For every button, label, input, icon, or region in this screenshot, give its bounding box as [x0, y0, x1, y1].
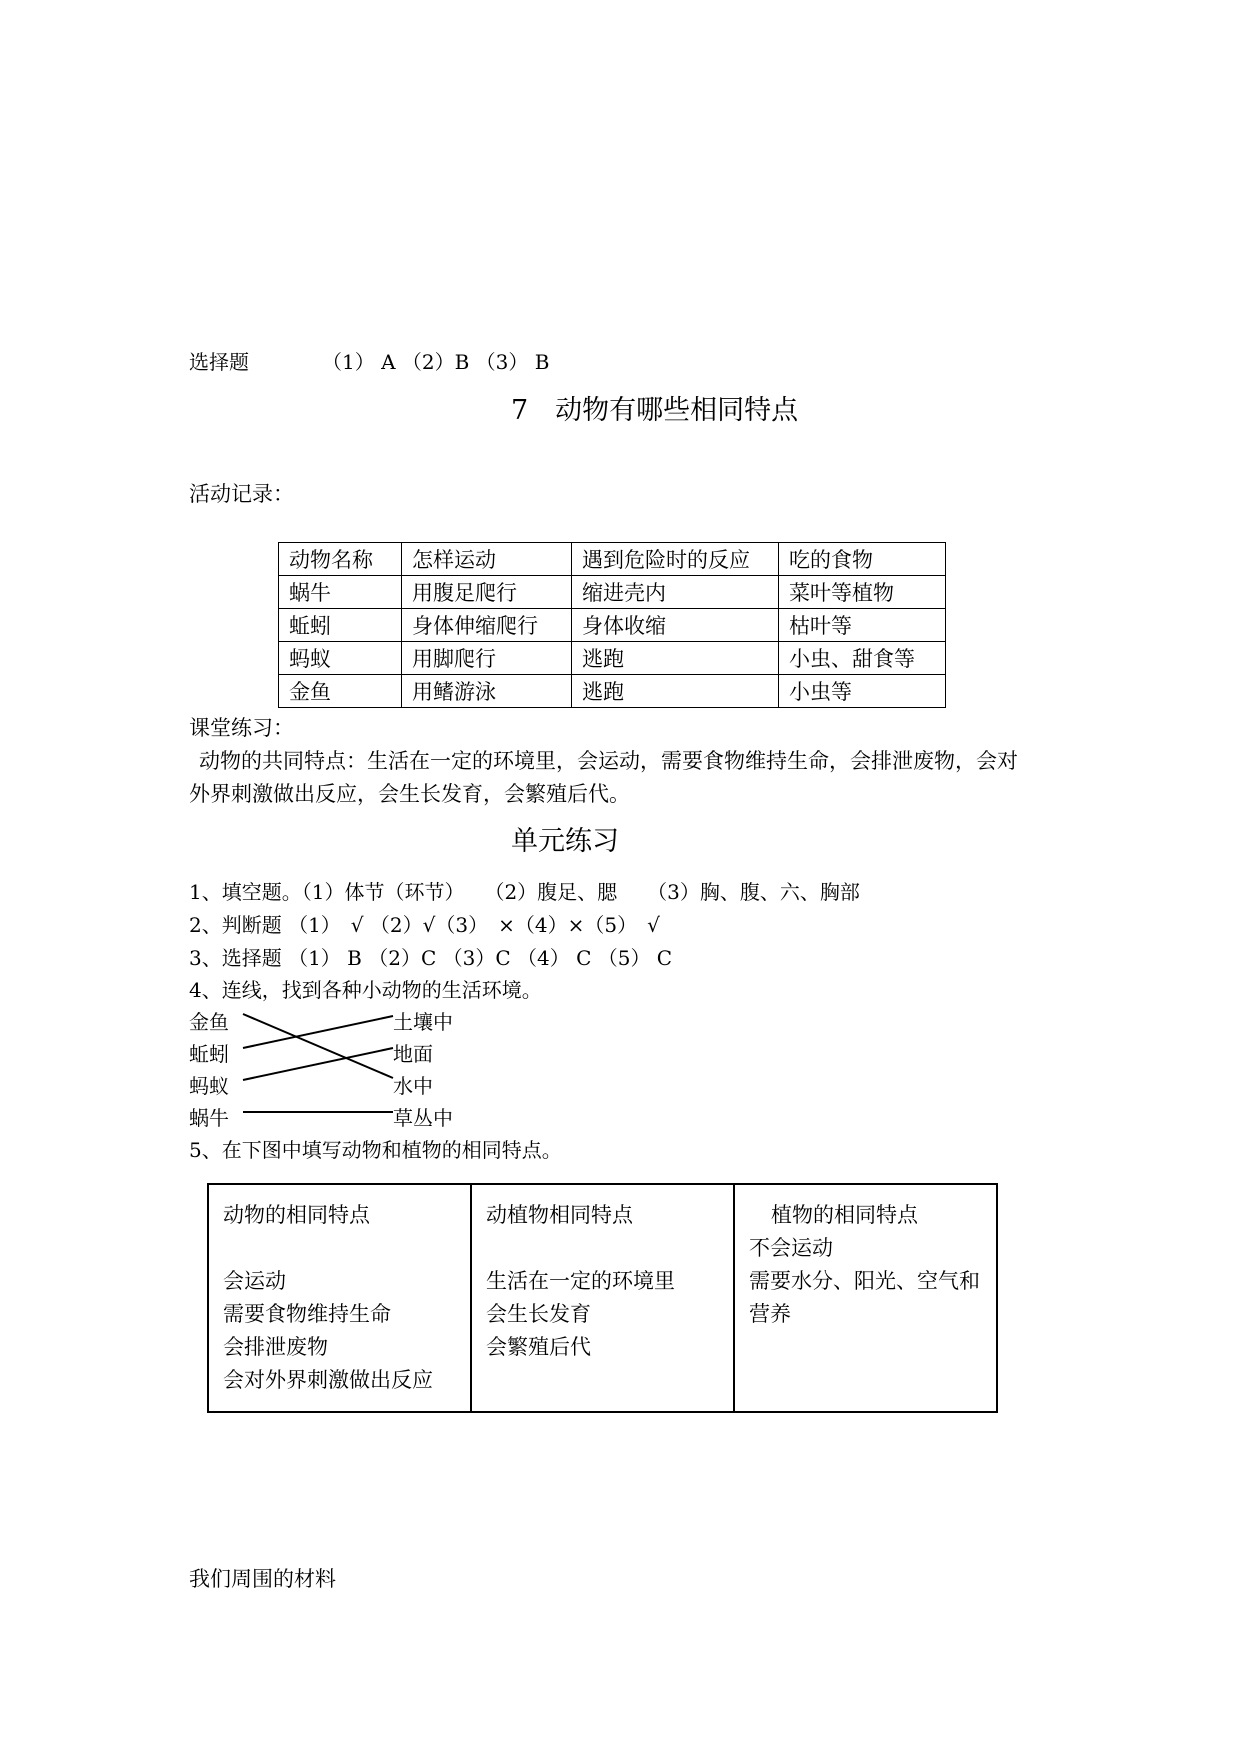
match-line: [243, 1014, 393, 1078]
compare-table: [207, 1183, 998, 1413]
table-cell: 蜗牛: [279, 576, 402, 609]
plant-cell: [734, 1184, 997, 1412]
table-cell: 身体伸缩爬行: [402, 609, 572, 642]
header-cell: 动物名称: [279, 543, 402, 576]
question-1: 1、填空题。（1）体节（环节） （2）腹足、腮 （3）胸、腹、六、胸部: [189, 880, 860, 904]
choice-answers: （1） A （2）B （3） B: [322, 350, 550, 374]
match-right-item: 水中: [393, 1074, 433, 1098]
table-cell: 用鳍游泳: [402, 675, 572, 708]
animal-cell: [208, 1184, 471, 1412]
table-cell: 逃跑: [572, 642, 779, 675]
plant-item: 不会运动: [749, 1236, 833, 1260]
table-cell: 身体收缩: [572, 609, 779, 642]
match-line: [243, 1048, 393, 1080]
common-item: 会繁殖后代: [486, 1335, 591, 1359]
choice-label: 选择题: [189, 350, 249, 374]
table-cell: 逃跑: [572, 675, 779, 708]
table-cell: 枯叶等: [779, 609, 946, 642]
header-cell: 怎样运动: [402, 543, 572, 576]
practice-text-line1: 动物的共同特点：生活在一定的环境里，会运动，需要食物维持生命，会排泄废物，会对: [199, 749, 1018, 773]
question-5: 5、在下图中填写动物和植物的相同特点。: [189, 1138, 562, 1162]
practice-text-line2: 外界刺激做出反应，会生长发育，会繁殖后代。: [189, 782, 630, 806]
match-right-item: 土壤中: [393, 1010, 453, 1034]
next-section-title: 我们周围的材料: [189, 1567, 336, 1591]
plant-item: 需要水分、阳光、空气和: [749, 1269, 980, 1293]
plant-header: 植物的相同特点: [771, 1203, 918, 1227]
table-cell: 小虫等: [779, 675, 946, 708]
table-cell: 用脚爬行: [402, 642, 572, 675]
table-cell: 缩进壳内: [572, 576, 779, 609]
table-cell: 金鱼: [279, 675, 402, 708]
blank-line: [223, 1232, 456, 1265]
animal-item: 会对外界刺激做出反应: [223, 1368, 433, 1392]
match-right-item: 草丛中: [393, 1106, 453, 1130]
question-3: 3、选择题 （1） B （2）C （3）C （4） C （5） C: [189, 946, 673, 970]
match-left-item: 蚂蚁: [189, 1074, 229, 1098]
animal-header: 动物的相同特点: [223, 1203, 370, 1227]
plant-item: 营养: [749, 1302, 791, 1326]
match-left-item: 蜗牛: [189, 1106, 229, 1130]
header-cell: 遇到危险时的反应: [572, 543, 779, 576]
match-right-item: 地面: [393, 1042, 433, 1066]
unit-title: 单元练习: [511, 826, 619, 857]
question-2: 2、判断题 （1） √ （2）√（3） ×（4）×（5） √: [189, 913, 660, 937]
animal-item: 需要食物维持生命: [223, 1302, 391, 1326]
match-line: [243, 1016, 393, 1048]
common-cell: [471, 1184, 734, 1412]
table-cell: 菜叶等植物: [779, 576, 946, 609]
table-cell: 蚂蚁: [279, 642, 402, 675]
animal-item: 会排泄废物: [223, 1335, 328, 1359]
animal-item: 会运动: [223, 1269, 286, 1293]
blank-line: [486, 1232, 719, 1265]
compare-row: [208, 1184, 997, 1412]
common-item: 生活在一定的环境里: [486, 1269, 675, 1293]
lesson-title: 7 动物有哪些相同特点: [511, 395, 799, 426]
table-cell: 蚯蚓: [279, 609, 402, 642]
activity-label: 活动记录：: [189, 482, 294, 506]
practice-label: 课堂练习：: [189, 716, 294, 740]
header-cell: 吃的食物: [779, 543, 946, 576]
question-4: 4、连线，找到各种小动物的生活环境。: [189, 978, 542, 1002]
match-left-item: 蚯蚓: [189, 1042, 229, 1066]
match-left-item: 金鱼: [189, 1010, 229, 1034]
table-cell: 用腹足爬行: [402, 576, 572, 609]
common-header: 动植物相同特点: [486, 1203, 633, 1227]
table-cell: 小虫、甜食等: [779, 642, 946, 675]
common-item: 会生长发育: [486, 1302, 591, 1326]
